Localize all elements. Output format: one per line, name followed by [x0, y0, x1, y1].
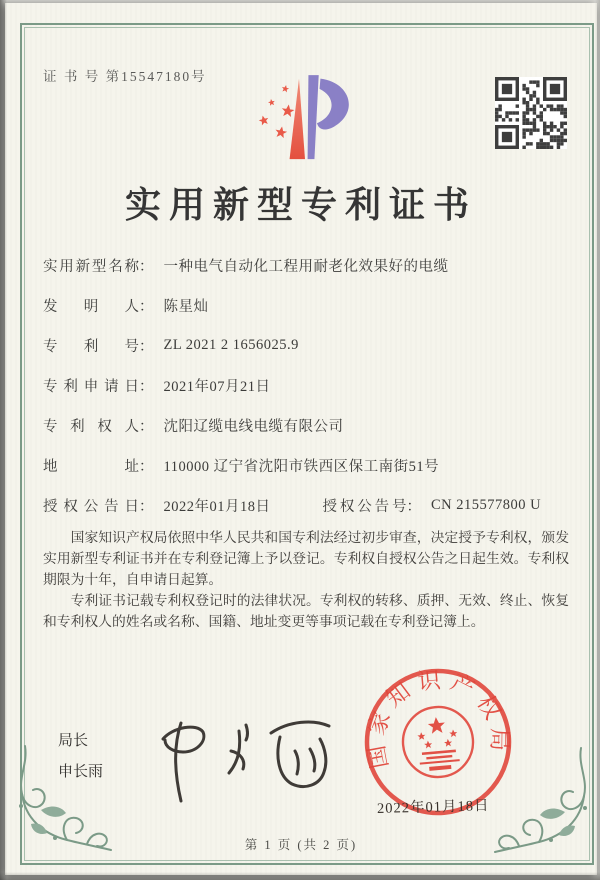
national-emblem-icon	[416, 715, 460, 771]
certificate-number: 证 书 号 第15547180号	[43, 69, 207, 84]
field-label: 专利申请日	[43, 378, 139, 395]
field-value: 一种电气自动化工程用耐老化效果好的电缆	[163, 258, 449, 275]
field-colon: ：	[139, 498, 154, 515]
field-colon: ：	[139, 298, 154, 315]
corner-ornament-icon	[11, 744, 115, 867]
field-value: 2021年07月21日	[163, 378, 271, 395]
seal-text: 国家知识产权局	[362, 667, 513, 771]
photo-edge-shadow	[0, 872, 600, 880]
signer-name: 申长雨	[58, 763, 104, 780]
grant-number-group	[323, 495, 542, 516]
field-label: 发明人	[43, 298, 139, 315]
field-label: 实用新型名称	[43, 258, 139, 275]
cnipa-logo-icon	[245, 65, 365, 171]
field-row-inventor	[43, 285, 563, 325]
field-label: 专利权人	[43, 418, 139, 435]
field-row-address	[43, 445, 563, 485]
field-colon: ：	[139, 338, 154, 355]
field-row-filing-date	[43, 365, 563, 405]
field-row-patentee	[43, 405, 563, 445]
seal-date: 2022年01月18日	[376, 798, 490, 817]
field-value: ZL 2021 2 1656025.9	[163, 336, 299, 353]
field-list	[43, 245, 563, 525]
field-value: 沈阳辽缆电线电缆有限公司	[163, 418, 344, 435]
field-colon: ：	[406, 498, 421, 515]
field-value: 2022年01月18日	[163, 498, 271, 515]
field-colon: ：	[139, 418, 154, 435]
field-label: 地址	[43, 458, 139, 475]
field-value: CN 215577800 U	[431, 496, 542, 513]
field-value: 陈星灿	[163, 298, 209, 315]
signature-handwriting	[147, 699, 339, 815]
field-label: 专利号	[43, 338, 139, 355]
photo-edge-shadow	[595, 0, 600, 880]
field-value: 110000 辽宁省沈阳市铁西区保工南街51号	[163, 458, 440, 475]
field-label: 授权公告日	[43, 498, 139, 515]
field-row-name	[43, 245, 563, 285]
legal-paragraph-2: 专利证书记载专利权登记时的法律状况。专利权的转移、质押、无效、终止、恢复和专利权人的姓名或名称、国籍、地址变更等事项记载在专利登记簿上。	[43, 593, 569, 629]
legal-paragraph-1: 国家知识产权局依照中华人民共和国专利法经过初步审查，决定授予专利权，颁发实用新型专利证书并在专利登记簿上予以登记。专利权自授权公告之日起生效。专利权期限为十年，自申请日起算。	[43, 530, 569, 587]
field-label: 授权公告号	[322, 498, 407, 515]
field-colon: ：	[139, 458, 154, 475]
field-row-patent-no	[43, 325, 563, 365]
page-footer: 第 1 页 (共 2 页)	[244, 838, 358, 852]
field-colon: ：	[139, 258, 154, 275]
qr-code	[495, 77, 567, 149]
field-colon: ：	[139, 378, 154, 395]
photo-edge-shadow	[0, 0, 7, 880]
signer-title: 局长	[58, 732, 89, 749]
legal-text	[43, 527, 569, 632]
certificate-page	[5, 3, 597, 875]
certificate-title: 实用新型专利证书	[124, 185, 477, 225]
field-row-grant	[43, 485, 563, 525]
